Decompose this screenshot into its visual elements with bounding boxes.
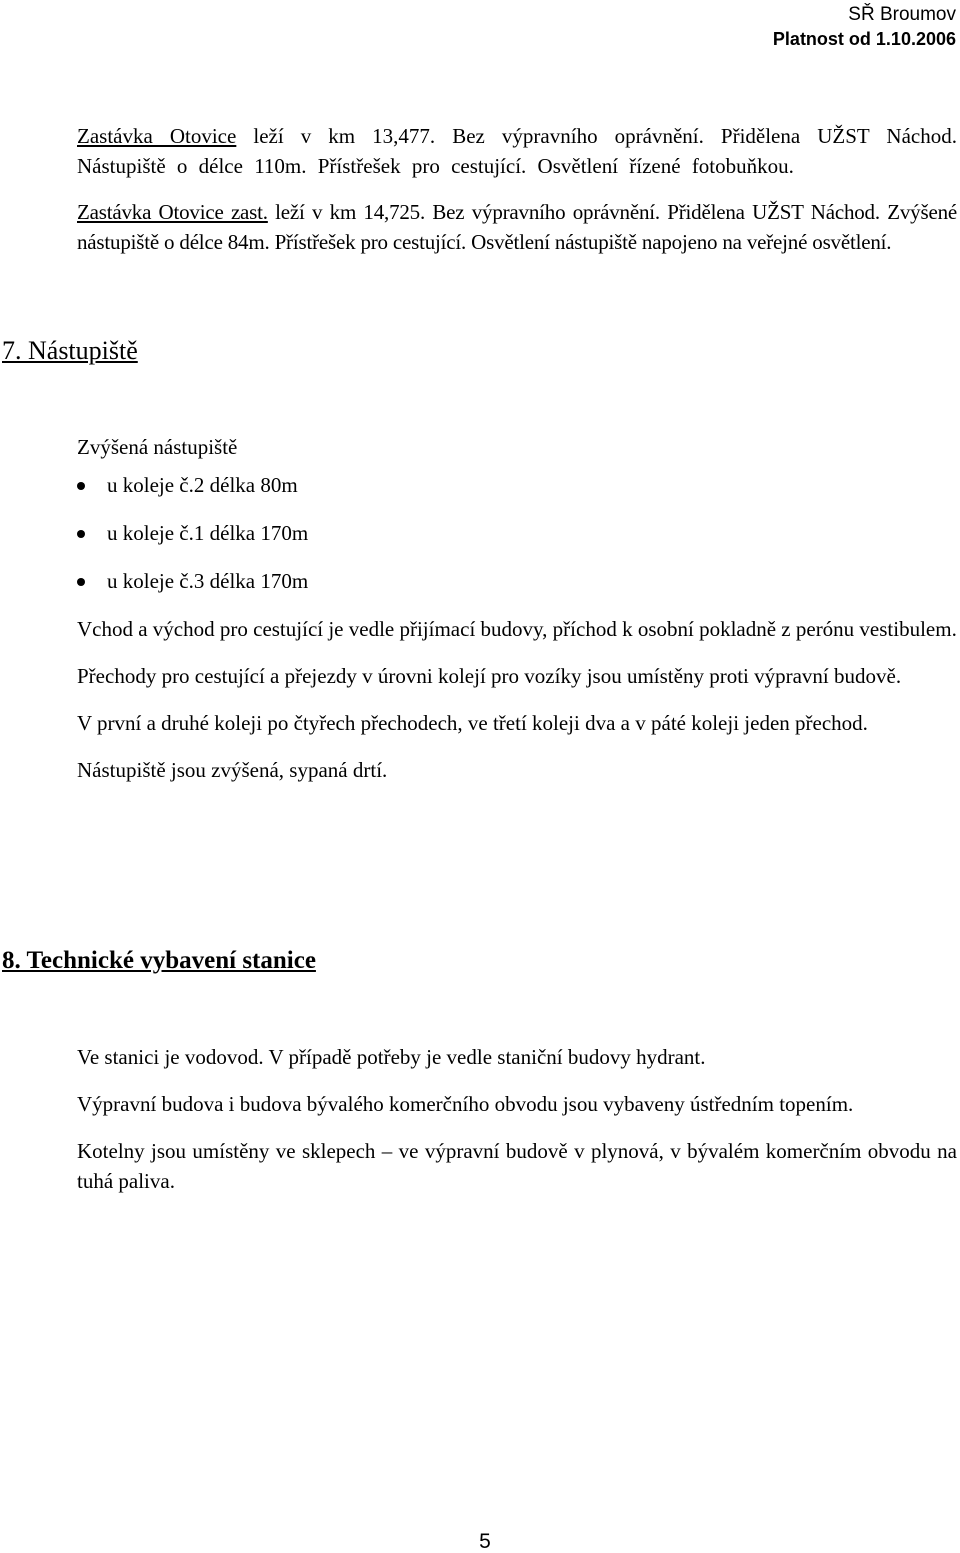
bullet-icon xyxy=(77,578,85,586)
section-7-heading: 7. Nástupiště xyxy=(2,336,138,365)
paragraph: Přechody pro cestující a přejezdy v úrovni kolejí pro vozíky jsou umístěny proti výpravní budově. xyxy=(77,664,902,688)
paragraph: Kotelny jsou umístěny ve sklepech – ve výpravní budově v plynová, v bývalém komerčním obvodu na tuhá paliva. xyxy=(77,1139,957,1193)
list-item: u koleje č.1 délka 170m xyxy=(77,518,957,548)
bullet-icon xyxy=(77,482,85,490)
paragraph: Vchod a východ pro cestující je vedle přijímací budovy, příchod k osobní pokladně z perónu vestibulem. xyxy=(77,617,957,641)
section-7-subheading: Zvýšená nástupiště xyxy=(77,435,238,459)
paragraph: Nástupiště jsou zvýšená, sypaná drtí. xyxy=(77,758,388,782)
stops-section xyxy=(77,121,957,273)
list-item: u koleje č.2 délka 80m xyxy=(77,470,957,500)
section-7-body xyxy=(77,432,957,785)
bullet-icon xyxy=(77,530,85,538)
stop-paragraph-otovice xyxy=(77,121,957,181)
header-station: SŘ Broumov xyxy=(848,4,956,25)
stop-text: leží v km 13,477. Bez výpravního oprávnění. Přidělena UŽST Náchod. Nástupiště o délce 110m. Přístřešek pro cestující. Osvětlení řízené fotobuňkou. xyxy=(77,124,957,178)
paragraph: Ve stanici je vodovod. V případě potřeby je vedle staniční budovy hydrant. xyxy=(77,1045,706,1069)
platform-list xyxy=(77,470,957,596)
stop-name: Zastávka Otovice zast. xyxy=(77,200,268,224)
page-header xyxy=(773,2,956,52)
page-number: 5 xyxy=(479,1530,491,1553)
paragraph: Výpravní budova i budova bývalého komerčního obvodu jsou vybaveny ústředním topením. xyxy=(77,1092,854,1116)
paragraph: V první a druhé koleji po čtyřech přechodech, ve třetí koleji dva a v páté koleji jeden přechod. xyxy=(77,711,868,735)
list-item: u koleje č.3 délka 170m xyxy=(77,566,957,596)
section-8-body xyxy=(77,1042,957,1196)
stop-name: Zastávka Otovice xyxy=(77,124,237,148)
stop-text: leží v km 14,725. Bez výpravního oprávnění. Přidělena UŽST Náchod. Zvýšené nástupiště o délce 84m. Přístřešek pro cestující. Osvětlení nástupiště napojeno na veřejné osvětlení. xyxy=(77,200,957,254)
header-validity: Platnost od 1.10.2006 xyxy=(772,29,956,49)
page-footer xyxy=(0,1530,960,1553)
section-8-heading: 8. Technické vybavení stanice xyxy=(2,947,316,974)
stop-paragraph-otovice-zast xyxy=(77,197,957,257)
